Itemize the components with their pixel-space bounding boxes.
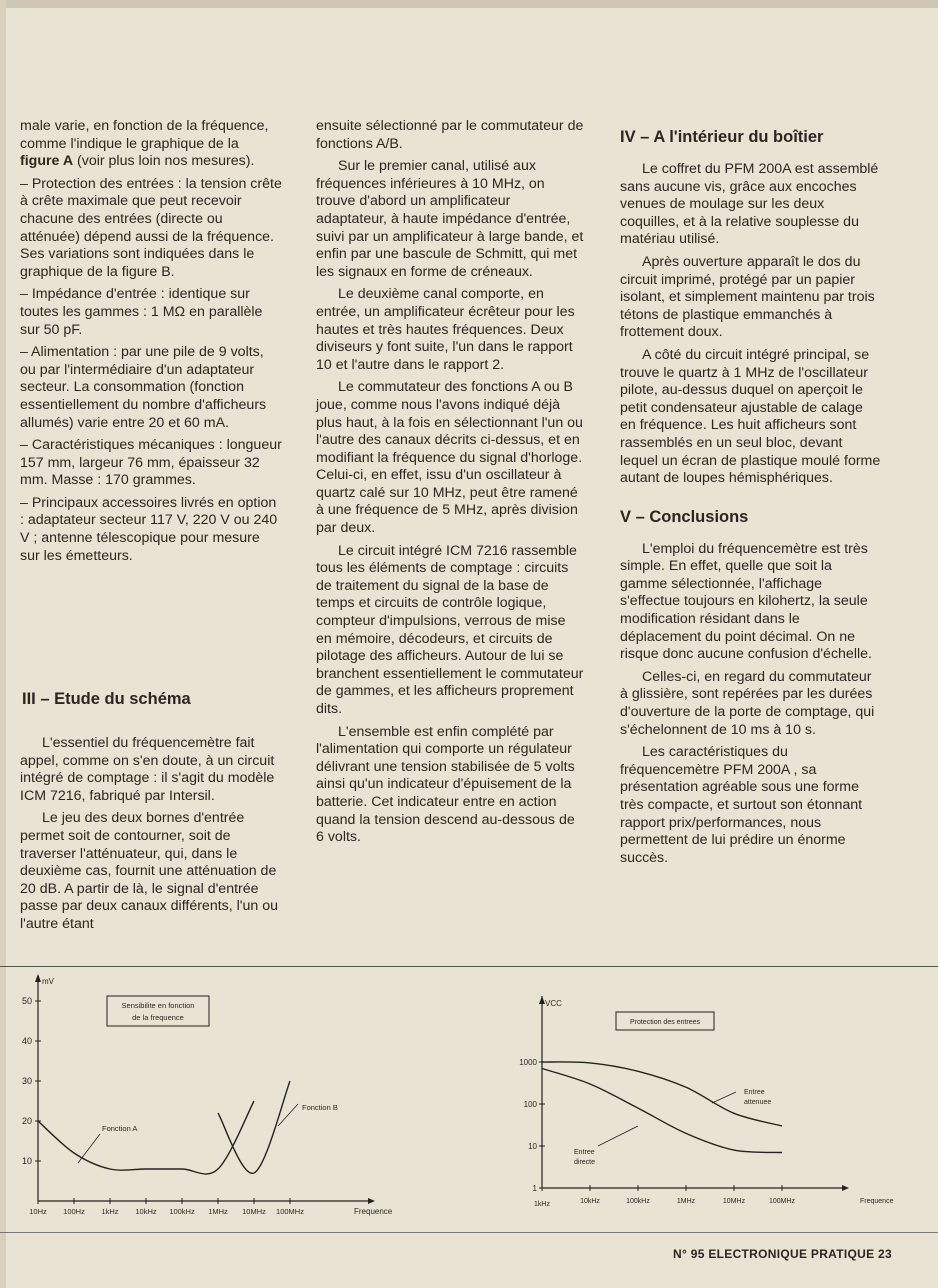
paragraph: Sur le premier canal, utilisé aux fréquences inférieures à 10 MHz, on trouve d'abord un amplificateur adaptateur, à haute impédance d'entrée, suivi par un amplificateur à large bande, et enfin par une bascule de Schmitt, qui met les signaux en forme de créneaux. xyxy=(316,158,584,280)
x-tick-label: 1kHz xyxy=(101,1207,119,1216)
x-tick-label: 10kHz xyxy=(580,1198,600,1205)
y-tick-label: 20 xyxy=(21,1116,32,1126)
x-axis-arrow xyxy=(842,1185,849,1191)
column-3 xyxy=(620,128,882,872)
legend-label-attenuee-line-2: attenuee xyxy=(744,1099,772,1106)
paragraph: Le deuxième canal comporte, en entrée, un amplificateur écrêteur pour les hautes et très hautes fréquences. Deux diviseurs y font suite, l'un dans le rapport 10 et l'autre dans le rapport 2. xyxy=(316,286,575,373)
y-axis-label: mV xyxy=(42,977,54,986)
figures xyxy=(0,968,938,1230)
x-tick-label: 10Hz xyxy=(29,1207,47,1216)
y-tick-label: 10 xyxy=(21,1156,32,1166)
section-heading: IV – A l'intérieur du boîtier xyxy=(620,128,824,146)
legend-leader-a xyxy=(78,1134,100,1163)
paragraph: Le coffret du PFM 200A est assemblé sans aucune vis, grâce aux encoches venues de moulage sur les deux coquilles, et à la relative souplesse du matériau utilisé. xyxy=(620,161,879,248)
paragraph: – Caractéristiques mécaniques : longueur 157 mm, largeur 76 mm, épaisseur 32 mm. Masse : 170 grammes. xyxy=(20,437,282,489)
paragraph: ensuite sélectionné par le commutateur de fonctions A/B. xyxy=(316,118,584,152)
x-tick-label: 10MHz xyxy=(242,1207,266,1216)
legend-label-directe-line-1: Entree xyxy=(574,1149,595,1156)
y-tick-label: 100 xyxy=(523,1100,537,1109)
paragraph: L'essentiel du fréquencemètre fait appel, comme on s'en doute, à un circuit intégré de comptage : il s'agit du modèle ICM 7216, fabriqué par Intersil. xyxy=(20,735,275,804)
y-axis-label: VCC xyxy=(545,999,562,1008)
chart-title: Protection des entrees xyxy=(629,1019,701,1026)
paragraph: – Impédance d'entrée : identique sur toutes les gammes : 1 MΩ en parallèle sur 50 pF. xyxy=(20,286,263,338)
legend-label-fonction-a: Fonction A xyxy=(102,1124,138,1133)
figure-ref: figure A xyxy=(20,153,74,170)
paragraph: male varie, en fonction de la fréquence, comme l'indique le graphique de la figure A (voir plus loin nos mesures). xyxy=(20,118,269,170)
top-border xyxy=(0,0,938,8)
y-tick-label: 10 xyxy=(528,1142,537,1151)
x-tick-label: 100MHz xyxy=(768,1198,796,1205)
legend-label-directe-line-2: directe xyxy=(574,1159,596,1166)
figure-top-rule xyxy=(0,966,938,967)
chart-title-line-1: Sensibilite en fonction xyxy=(121,1001,195,1010)
x-tick-label: 1MHz xyxy=(676,1198,696,1205)
footer-rule xyxy=(0,1232,938,1233)
x-tick-label: 10kHz xyxy=(135,1207,157,1216)
x-tick-label: 1kHz xyxy=(534,1201,550,1208)
y-tick-label: 40 xyxy=(21,1036,32,1046)
y-tick-label: 50 xyxy=(21,996,32,1006)
x-axis-arrow xyxy=(368,1198,375,1204)
legend-label-fonction-b: Fonction B xyxy=(302,1103,338,1112)
paragraph: – Principaux accessoires livrés en option : adaptateur secteur 117 V, 220 V ou 240 V ; antenne télescopique pour mesure sur les émetteurs. xyxy=(20,494,278,564)
paragraph: – Alimentation : par une pile de 9 volts, ou par l'intermédiaire d'un adaptateur secteur. La consommation (fonction essentiellement du nombre d'afficheurs allumés) varie entre 20 et 60 mA. xyxy=(20,344,267,431)
chart-sensitivity xyxy=(0,968,400,1230)
x-axis-label: Frequence xyxy=(860,1198,894,1205)
paragraph: Après ouverture apparaît le dos du circuit imprimé, protégé par un papier isolant, et simplement maintenu par trois tétons de plastique emmanchés à frottement doux. xyxy=(620,253,875,341)
y-tick-label: 1000 xyxy=(519,1058,537,1067)
x-tick-label: 100MHz xyxy=(276,1207,304,1216)
legend-leader-directe xyxy=(598,1126,638,1146)
x-tick-label: 10MHz xyxy=(722,1198,746,1205)
paragraph: Le jeu des deux bornes d'entrée permet soit de contourner, soit de traverser l'atténuateur, qui, dans le deuxième cas, fournit une atténuation de 20 dB. A partir de là, le signal d'entrée passe par deux canaux différents, l'un ou l'autre étant xyxy=(20,810,278,932)
paragraph: – Protection des entrées : la tension crête à crête maximale que peut recevoir chacune des entrées (directe ou atténuée) dépend aussi de la fréquence. Ses variations sont indiquées dans le graphique de la figure B. xyxy=(20,175,282,280)
paragraph: Les caractéristiques du fréquencemètre PFM 200A , sa présentation agréable sous une forme très compacte, et surtout son étonnant rapport prix/performances, nous permettent de lui prédire un énorme succès. xyxy=(620,744,863,866)
paragraph: Le circuit intégré ICM 7216 rassemble tous les éléments de comptage : circuits de traitement du signal de la base de temps et circuits de contrôle logique, compteur d'impulsions, verrous de mise en mémoire, décodeurs, et circuits de pilotage des afficheurs. Autour de lui se branchent essentiellement le commutateur de gammes, et les afficheurs proprement dits. xyxy=(316,542,584,717)
paragraph: Le commutateur des fonctions A ou B joue, comme nous l'avons indiqué déjà plus haut, à la fois en sélectionnant l'un ou l'autre des canaux décrits ci-dessus, et en modifiant la fréquence du signal d'horloge. Celui-ci, en effet, issu d'un oscillateur à quartz calé sur 10 MHz, peut être ramené à une fréquence de 5 MHz, après division par deux. xyxy=(316,379,583,537)
series-line-entree-directe xyxy=(542,1069,782,1153)
column-2 xyxy=(316,118,584,852)
x-tick-label: 100Hz xyxy=(63,1207,85,1216)
chart-protection xyxy=(500,968,920,1230)
x-tick-label: 1MHz xyxy=(208,1207,228,1216)
section-heading: III – Etude du schéma xyxy=(22,690,191,708)
x-tick-label: 100kHz xyxy=(626,1198,650,1205)
legend-leader-attenuee xyxy=(712,1092,736,1103)
paragraph: L'emploi du fréquencemètre est très simple. En effet, quelle que soit la gamme sélectionnée, l'affichage s'effectue toujours en kilohertz, la seule modification résidant dans le déplacement du point décimal. On ne risque donc aucune confusion d'échelle. xyxy=(620,540,872,663)
y-tick-label: 1 xyxy=(532,1184,537,1193)
column-1-lower xyxy=(20,735,282,939)
series-line-fonction-a xyxy=(38,1101,254,1174)
x-axis-label: Frequence xyxy=(354,1207,393,1216)
legend-label-attenuee-line-1: Entree xyxy=(744,1089,765,1096)
page-footer: N° 95 ELECTRONIQUE PRATIQUE 23 xyxy=(673,1247,892,1261)
paragraph: L'ensemble est enfin complété par l'alimentation qui comporte un régulateur délivrant une tension stabilisée de 5 volts ainsi qu'un indicateur d'épuisement de la batterie. Cet indicateur entre en action quand la tension descend au-dessous de 6 volts. xyxy=(316,723,575,846)
x-tick-label: 100kHz xyxy=(169,1207,195,1216)
paragraph: A côté du circuit intégré principal, se trouve le quartz à 1 MHz de l'oscillateur pilote, au-dessus duquel on aperçoit le petit condensateur ajustable de calage en fréquence. Les huit afficheurs sont rassemblés en un seul bloc, devant lequel un écran de plastique moulé forme autant de loupes hémisphériques. xyxy=(620,346,881,487)
series-line-fonction-b xyxy=(218,1081,290,1173)
section-heading: V – Conclusions xyxy=(620,507,749,526)
chart-title-line-2: de la frequence xyxy=(132,1013,184,1022)
column-1 xyxy=(20,118,282,570)
y-axis-arrow xyxy=(35,974,41,982)
paragraph: Celles-ci, en regard du commutateur à glissière, sont repérées par les durées d'ouverture de la porte de comptage, qui s'échelonnent de 10 ms à 10 s. xyxy=(620,668,875,738)
y-tick-label: 30 xyxy=(21,1076,32,1086)
